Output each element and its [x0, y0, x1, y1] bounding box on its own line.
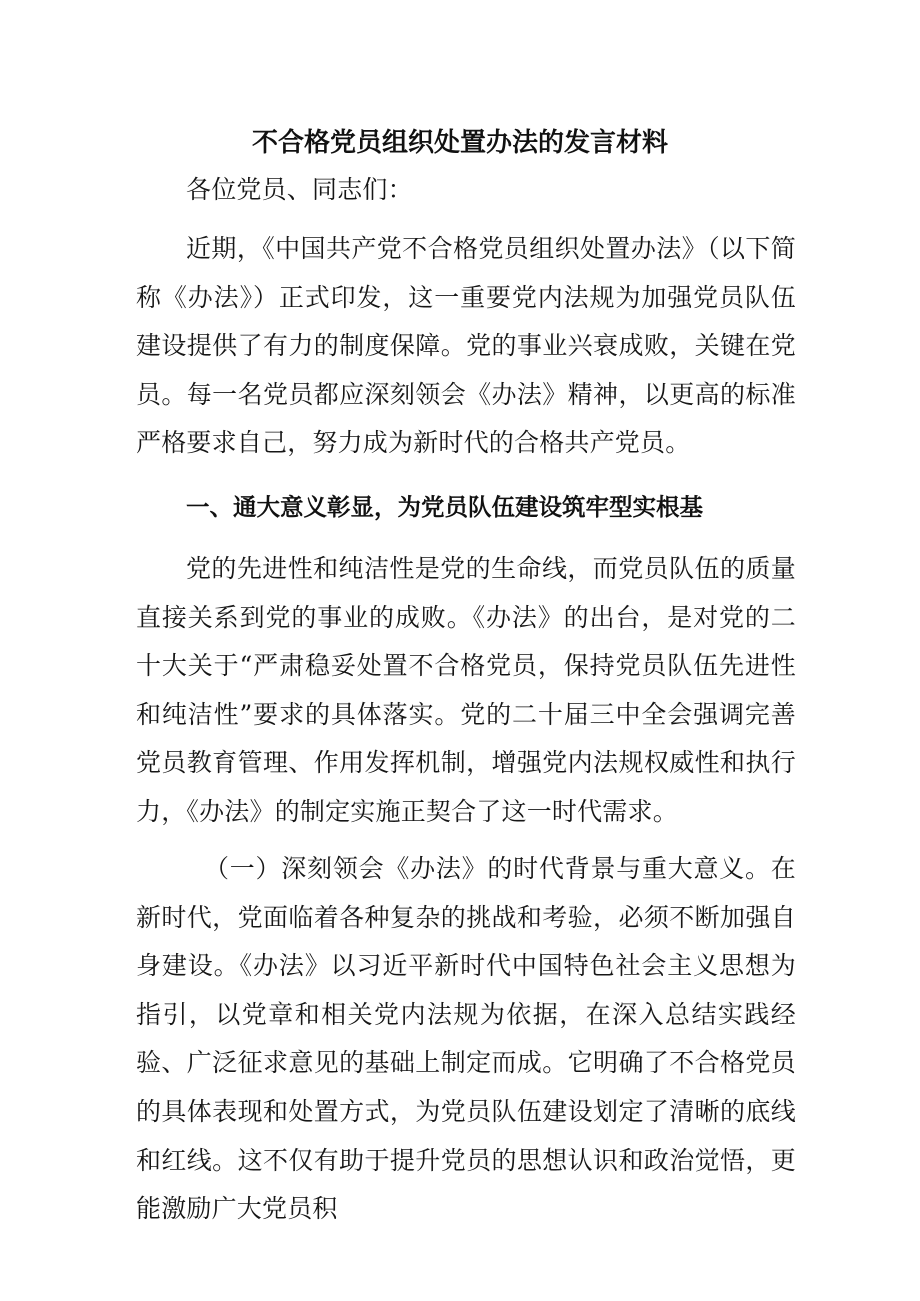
salutation: 各位党员、同志们：: [186, 175, 413, 204]
document-title: 不合格党员组织处置办法的发言材料: [251, 128, 668, 159]
body-paragraph-1: 党的先进性和纯洁性是党的生命线，而党员队伍的质量直接关系到党的事业的成败。《办法》的出台，是对党的二十大关于“严肃稳妥处置不合格党员，保持党员队伍先进性和纯洁性”要求的具体落实。党的二十届三中全会强调完善党员教育管理、作用发挥机制，增强党内法规权威性和执行力，《办法》的制定实施正契合了这一时代需求。: [136, 554, 796, 826]
body-paragraph-2: （一）深刻领会《办法》的时代背景与重大意义。在新时代，党面临着各种复杂的挑战和考验，必须不断加强自身建设。《办法》以习近平新时代中国特色社会主义思想为指引，以党章和相关党内法规为依据，在深入总结实践经验、广泛征求意见的基础上制定而成。它明确了不合格党员的具体表现和处置方式，为党员队伍建设划定了清晰的底线和红线。这不仅有助于提升党员的思想认识和政治觉悟，更能激励广大党员积: [136, 854, 796, 1224]
intro-paragraph: 近期，《中国共产党不合格党员组织处置办法》（以下简称《办法》）正式印发，这一重要党内法规为加强党员队伍建设提供了有力的制度保障。党的事业兴衰成败，关键在党员。每一名党员都应深刻领会《办法》精神，以更高的标准严格要求自己，努力成为新时代的合格共产党员。: [136, 234, 796, 458]
section-heading: 一、通大意义彰显，为党员队伍建设筑牢型实根基: [186, 493, 703, 521]
